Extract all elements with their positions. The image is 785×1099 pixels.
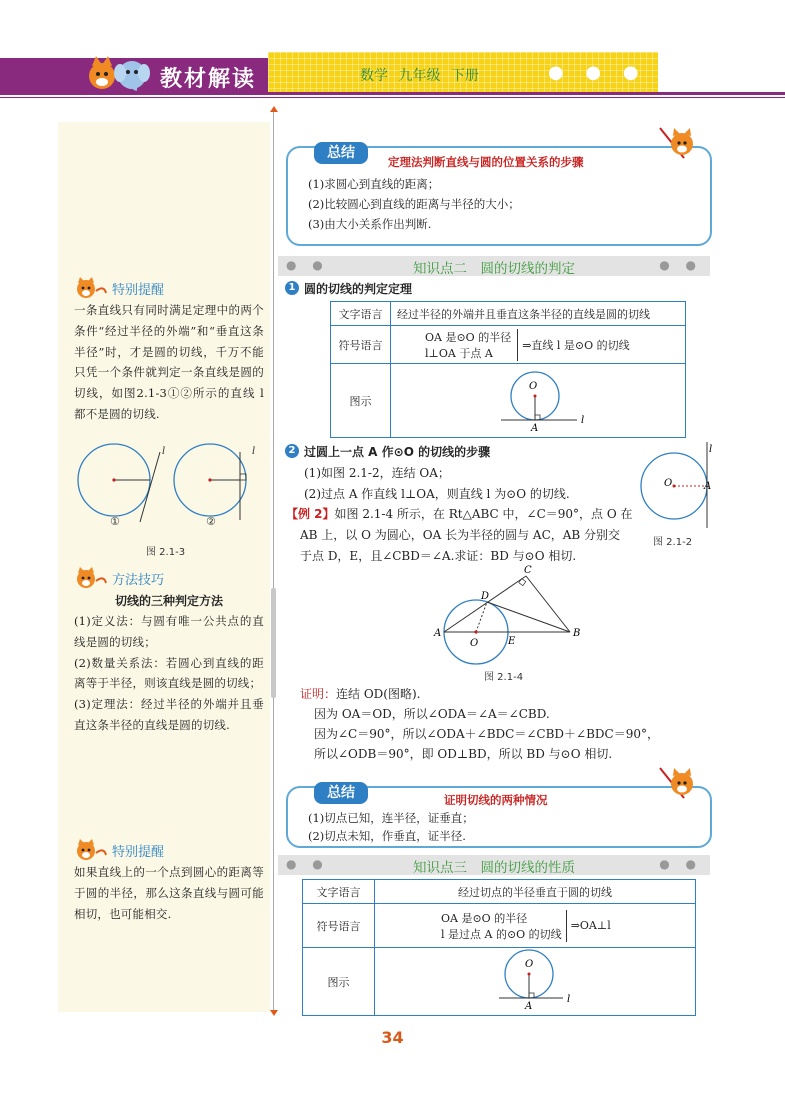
summary-line-2: (2)比较圆心到直线的距离与半径的大小；	[308, 197, 520, 211]
table-label-text: 文字语言	[331, 302, 391, 326]
table-value-figure	[391, 364, 686, 438]
example-line-2: AB 上，以 O 为圆心，OA 长为半径的圆与 AC，AB 分别交	[300, 528, 621, 542]
symbol-condition-1: OA 是⊙O 的半径	[425, 330, 512, 344]
fig212-label-l: l	[709, 444, 713, 455]
proof-line-4: 所以∠ODB＝90°，即 OD⊥BD，所以 BD 与⊙O 相切.	[314, 747, 613, 761]
kp3-label-text: 文字语言	[303, 880, 375, 904]
kp3-value-symbol	[375, 904, 696, 948]
header-title: 教材解读	[160, 67, 257, 92]
kp3-fig-label-A: A	[525, 1001, 533, 1012]
method-label: 方法技巧	[112, 572, 165, 588]
fig214-label-D: D	[481, 591, 490, 602]
fig214-label-C: C	[524, 565, 532, 576]
proof-label: 证明：	[300, 687, 337, 701]
symbol-result: ⇒直线 l 是⊙O 的切线	[522, 338, 630, 352]
symbol-condition-2: l⊥OA 于点 A	[425, 346, 493, 360]
fig214-caption: 图 2.1-4	[484, 672, 524, 683]
summary-tag: 总结	[314, 142, 368, 164]
summary2-line-2: (2)切点未知，作垂直，证半径.	[308, 829, 466, 843]
fig214-label-B: B	[573, 628, 581, 639]
property-table	[302, 879, 696, 1016]
figure-caption: 图 2.1-3	[146, 547, 186, 558]
kp3-value-figure	[375, 948, 696, 1016]
example-line-1	[286, 505, 633, 522]
fox-mascot-icon	[74, 277, 108, 299]
tip2-text: 如果直线上的一个点到圆心的距离等于圆的半径，那么这条直线与圆可能相切，也可能相交.	[74, 865, 264, 921]
kp3-result: ⇒OA⊥l	[570, 919, 611, 932]
kp3-value-text: 经过切点的半径垂直于圆的切线	[375, 880, 696, 904]
summary-box-1	[286, 146, 712, 246]
fig214-label-A: A	[434, 628, 442, 639]
figure-2-1-3	[74, 440, 274, 540]
summary2-title: 证明切线的两种情况	[444, 793, 548, 807]
step-1: (1)如图 2.1-2，连结 OA；	[304, 466, 450, 480]
sidebar-method	[74, 566, 264, 736]
tip2-label: 特别提醒	[112, 844, 165, 860]
header-stripe-thin	[0, 97, 785, 98]
fig214-label-O: O	[470, 638, 479, 649]
kp3-title: 知识点三 圆的切线的性质	[413, 860, 575, 876]
summary-line-1: (1)求圆心到直线的距离；	[308, 177, 440, 191]
proof-text-1: 连结 OD(图略).	[336, 687, 421, 701]
fox-mascot-icon	[74, 839, 108, 861]
example-tag: 【例 2】	[286, 507, 335, 521]
method-item-1: (1)定义法：与圆有唯一公共点的直线是圆的切线；	[74, 614, 264, 649]
fox-flag-mascot-icon-2	[654, 764, 706, 802]
proof-line-3: 因为∠C＝90°，所以∠ODA＋∠BDC＝∠CBD＋∠BDC＝90°，	[314, 727, 659, 741]
section-number-1: 1	[285, 281, 299, 295]
kp3-label-symbol: 符号语言	[303, 904, 375, 948]
figure-line-label: l	[162, 446, 166, 457]
kp2-title: 知识点二 圆的切线的判定	[413, 261, 575, 277]
fig-label-l: l	[581, 415, 585, 426]
table-label-symbol: 符号语言	[331, 326, 391, 364]
scroll-up-arrow-icon[interactable]	[270, 106, 278, 112]
figure-2-1-2	[640, 440, 720, 530]
fig-label-A: A	[531, 423, 539, 434]
tip-text: 一条直线只有同时满足定理中的两个条件“经过半径的外端”和“垂直这条半径”时，才是圆的切线，千万不能只凭一个条件就判定一条直线是圆的切线，如图2.1-3①②所示的直线 l 都不是圆的切线.	[74, 303, 264, 421]
figure-line-label-2: l	[252, 446, 256, 457]
figure-2-1-4	[430, 562, 590, 666]
tangent-judgment-figure	[391, 364, 685, 434]
example-line-3: 于点 D，E，且∠CBD＝∠A.求证：BD 与⊙O 相切.	[300, 549, 577, 563]
judgment-theorem-table	[330, 301, 686, 438]
scrollbar-thumb[interactable]	[271, 588, 276, 698]
tip-label: 特别提醒	[112, 282, 165, 298]
fig212-label-A: A	[704, 481, 712, 492]
section-title-1: 圆的切线的判定定理	[304, 282, 413, 296]
fig212-label-O: O	[664, 478, 673, 489]
table-value-text: 经过半径的外端并且垂直这条半径的直线是圆的切线	[391, 302, 686, 326]
proof-line-2: 因为 OA＝OD，所以∠ODA＝∠A＝∠CBD.	[314, 707, 550, 721]
step-2: (2)过点 A 作直线 l⊥OA，则直线 l 为⊙O 的切线.	[304, 487, 570, 501]
proof-line-1	[300, 685, 420, 702]
mascot-fox-elephant-icon	[84, 56, 154, 92]
knowledge-point-3-bar: ● ● 知识点三 圆的切线的性质 ● ●	[278, 855, 710, 875]
kp3-fig-label-O: O	[525, 959, 534, 970]
kp3-condition-1: OA 是⊙O 的半径	[441, 911, 528, 925]
kp3-condition-2: l 是过点 A 的⊙O 的切线	[441, 927, 562, 941]
summary2-line-1: (1)切点已知，连半径，证垂直；	[308, 811, 474, 825]
summary2-tag: 总结	[314, 782, 368, 804]
tangent-property-figure	[375, 948, 695, 1012]
column-divider	[273, 112, 274, 1014]
header-stripe	[0, 92, 785, 95]
scroll-down-arrow-icon[interactable]	[270, 1010, 278, 1016]
example-text-1: 如图 2.1-4 所示，在 Rt△ABC 中，∠C＝90°，点 O 在	[334, 507, 633, 521]
page-number: 34	[381, 1028, 404, 1047]
figure-num-left: ①	[110, 515, 120, 528]
kp3-fig-label-l: l	[567, 994, 571, 1005]
summary-box-2	[286, 786, 712, 848]
section-number-2: 2	[285, 444, 299, 458]
method-item-2: (2)数量关系法：若圆心到直线的距离等于半径，则该直线是圆的切线；	[74, 655, 264, 691]
table-value-symbol	[391, 326, 686, 364]
table-label-figure: 图示	[331, 364, 391, 438]
fig-label-O: O	[529, 381, 538, 392]
summary-title: 定理法判断直线与圆的位置关系的步骤	[388, 155, 584, 169]
knowledge-point-2-bar: ● ● 知识点二 圆的切线的判定 ● ●	[278, 256, 710, 276]
fig212-caption: 图 2.1-2	[653, 537, 693, 548]
fox-flag-mascot-icon	[654, 124, 706, 162]
fox-mascot-icon	[74, 567, 108, 589]
section-title-2: 过圆上一点 A 作⊙O 的切线的步骤	[304, 445, 491, 459]
method-title: 切线的三种判定方法	[114, 594, 223, 608]
summary-line-3: (3)由大小关系作出判断.	[308, 217, 432, 231]
header-subject: 数学 九年级 下册	[360, 68, 479, 84]
figure-num-right: ②	[206, 515, 216, 528]
header-dots: ● ● ●	[548, 62, 647, 83]
kp3-label-figure: 图示	[303, 948, 375, 1016]
fig214-label-E: E	[508, 636, 516, 647]
sidebar-tip-1	[74, 276, 264, 425]
method-item-3: (3)定理法：经过半径的外端并且垂直这条半径的直线是圆的切线.	[74, 697, 264, 732]
sidebar-tip-2	[74, 838, 264, 924]
